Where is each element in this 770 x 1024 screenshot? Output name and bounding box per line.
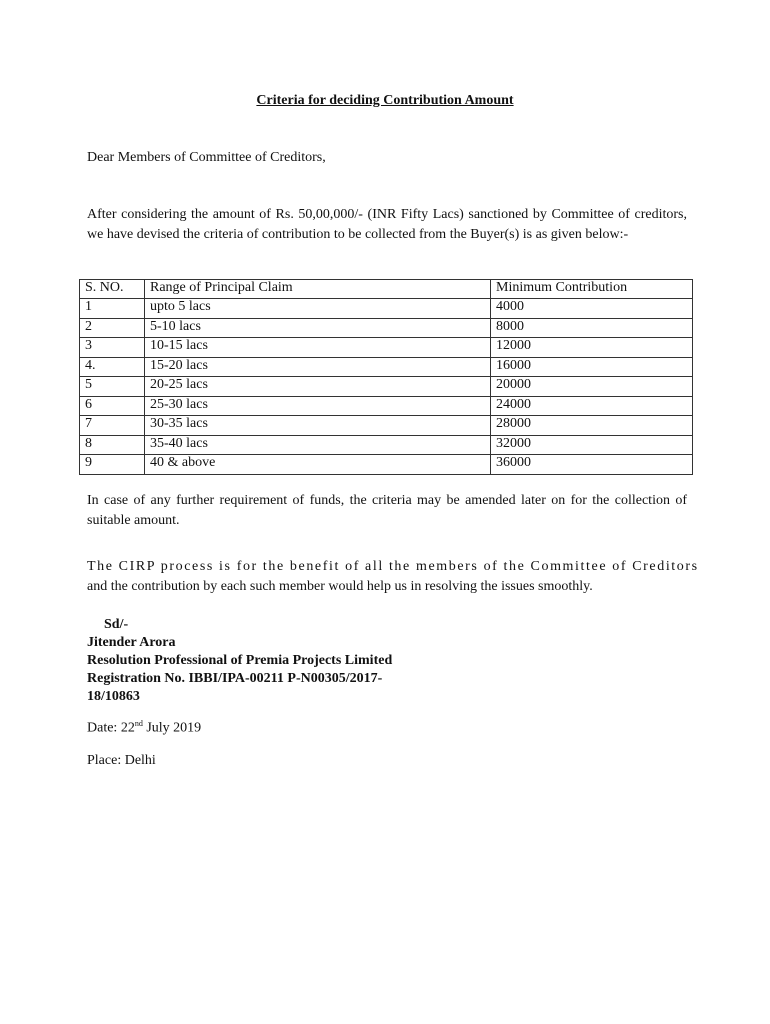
cell-sno: 6 [80,396,145,416]
cell-amount: 32000 [491,435,693,455]
contribution-table [79,279,693,475]
cell-range: 10-15 lacs [145,338,491,358]
cell-sno: 5 [80,377,145,397]
table-row [80,357,693,377]
cell-range: upto 5 lacs [145,299,491,319]
date-prefix: Date: 22 [87,720,135,736]
table-row [80,435,693,455]
date-line [87,719,201,737]
table-row [80,455,693,475]
cell-amount: 24000 [491,396,693,416]
cell-amount: 8000 [491,318,693,338]
cell-range: 15-20 lacs [145,357,491,377]
intro-paragraph: After considering the amount of Rs. 50,00,000/- (INR Fifty Lacs) sanctioned by Committee of creditors, we have devised the criteria of contribution to be collected from the Buyer(s) is as given below:- [87,207,687,242]
cirp-line-2: and the contribution by each such member would help us in resolving the issues smoothly. [87,579,593,594]
signatory-role: Resolution Professional of Premia Projects Limited [87,653,393,668]
header-range: Range of Principal Claim [145,280,491,299]
signature-mark: Sd/- [104,617,129,632]
cell-sno: 9 [80,455,145,475]
cell-range: 35-40 lacs [145,435,491,455]
date-rest: July 2019 [142,720,202,736]
signatory-name: Jitender Arora [87,635,176,650]
cell-range: 30-35 lacs [145,416,491,436]
cell-sno: 7 [80,416,145,436]
table-row [80,396,693,416]
cell-sno: 2 [80,318,145,338]
table-row [80,299,693,319]
cell-sno: 8 [80,435,145,455]
table-row [80,377,693,397]
signature-block [87,634,392,706]
date-ordinal: nd [134,719,143,728]
registration-number-cont: 18/10863 [87,689,140,704]
cell-range: 25-30 lacs [145,396,491,416]
table-row [80,318,693,338]
cell-range: 40 & above [145,455,491,475]
cell-amount: 16000 [491,357,693,377]
cell-sno: 3 [80,338,145,358]
cell-range: 5-10 lacs [145,318,491,338]
cell-amount: 28000 [491,416,693,436]
header-min-contribution: Minimum Contribution [491,280,693,299]
table-header-row [80,280,693,299]
registration-number: Registration No. IBBI/IPA-00211 P-N00305/2017- [87,671,383,686]
cirp-paragraph [87,557,699,597]
cell-sno: 4. [80,357,145,377]
cell-amount: 12000 [491,338,693,358]
cell-amount: 36000 [491,455,693,475]
cell-sno: 1 [80,299,145,319]
cell-amount: 4000 [491,299,693,319]
amendment-note: In case of any further requirement of funds, the criteria may be amended later on for the collection of suitable amount. [87,493,687,528]
table-row [80,416,693,436]
salutation: Dear Members of Committee of Creditors, [87,150,326,165]
cirp-line-1: The CIRP process is for the benefit of all the members of the Committee of Creditors [87,559,699,574]
document-title: Criteria for deciding Contribution Amount [256,93,514,108]
table-row [80,338,693,358]
cell-amount: 20000 [491,377,693,397]
cell-range: 20-25 lacs [145,377,491,397]
place-line: Place: Delhi [87,753,156,768]
header-sno: S. NO. [80,280,145,299]
